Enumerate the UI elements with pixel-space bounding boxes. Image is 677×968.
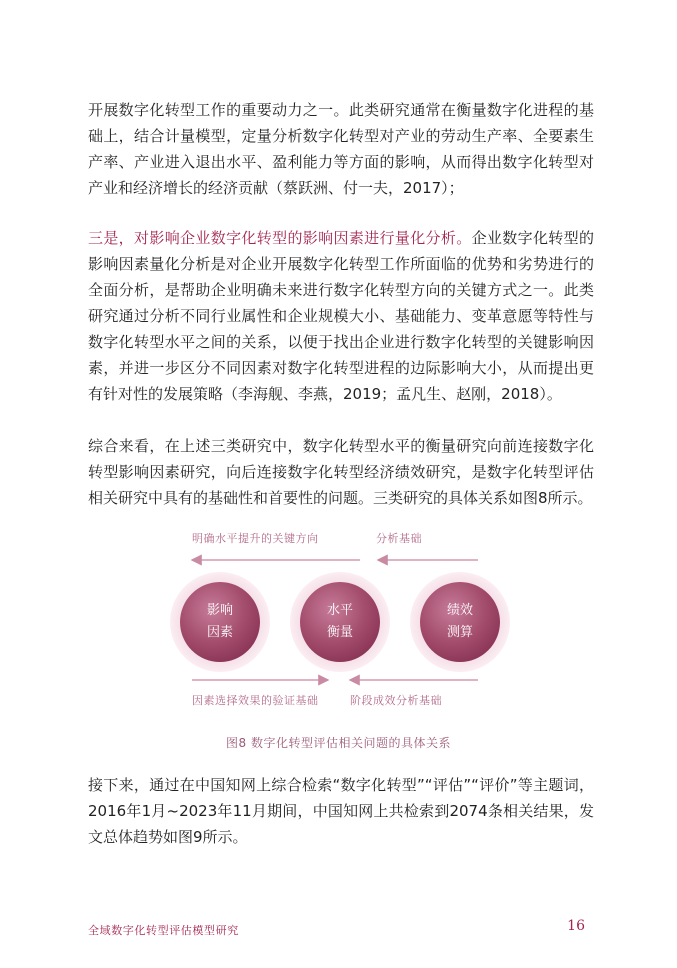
paragraph-2-body: 企业数字化转型的影响因素量化分析是对企业开展数字化转型工作所面临的优势和劣势进行的全面分析，是帮助企业明确未来进行数字化转型方向的关键方式之一。此类研究通过分析不同行业属性和企业规模大小、基础能力、变革意愿等特性与数字化转型水平之间的关系，以便于找出企业进行数字化转型的关键影响因素，并进一步区分不同因素对数字化转型进程的边际影响大小，从而提出更有针对性的发展策略（李海舰、李燕，2019；孟凡生、赵刚，2018）。 xyxy=(88,229,594,403)
label-stage-basis: 阶段成效分析基础 xyxy=(350,694,442,707)
circle-label-performance-line2: 测算 xyxy=(446,625,473,640)
circle-label-level-line2: 衡量 xyxy=(326,625,353,640)
circle-label-influence-line2: 因素 xyxy=(206,625,233,640)
circle-label-level-line1: 水平 xyxy=(326,603,353,618)
label-analysis-basis: 分析基础 xyxy=(376,532,422,545)
circle-label-performance xyxy=(420,600,500,644)
circle-label-level xyxy=(300,600,380,644)
paragraph-2 xyxy=(88,225,594,407)
paragraph-3: 综合来看，在上述三类研究中，数字化转型水平的衡量研究向前连接数字化转型影响因素研究，向后连接数字化转型经济绩效研究，是数字化转型评估相关研究中具有的基础性和首要性的问题。三类研究的具体关系如图8所示。 xyxy=(88,437,594,507)
circle-label-influence-line1: 影响 xyxy=(206,603,233,618)
page-number: 16 xyxy=(567,918,585,934)
circle-label-influence xyxy=(180,600,260,644)
circle-label-performance-line1: 绩效 xyxy=(446,603,473,618)
footer-title: 全域数字化转型评估模型研究 xyxy=(88,924,239,937)
label-key-direction: 明确水平提升的关键方向 xyxy=(192,532,319,545)
paragraph-2-highlight: 三是，对影响企业数字化转型的影响因素进行量化分析。 xyxy=(88,229,472,247)
paragraph-1: 开展数字化转型工作的重要动力之一。此类研究通常在衡量数字化进程的基础上，结合计量模型，定量分析数字化转型对产业的劳动生产率、全要素生产率、产业进入退出水平、盈利能力等方面的影响，从而得出数字化转型对产业和经济增长的经济贡献（蔡跃洲、付一夫，2017）； xyxy=(88,101,594,197)
label-validation-basis: 因素选择效果的验证基础 xyxy=(192,694,319,707)
figure-caption: 图8 数字化转型评估相关问题的具体关系 xyxy=(226,736,451,750)
figure-8-diagram xyxy=(150,520,530,740)
paragraph-4: 接下来，通过在中国知网上综合检索“数字化转型”“评估”“评价”等主题词，2016年1月~2023年11月期间，中国知网上共检索到2074条相关结果，发文总体趋势如图9所示。 xyxy=(88,776,594,846)
